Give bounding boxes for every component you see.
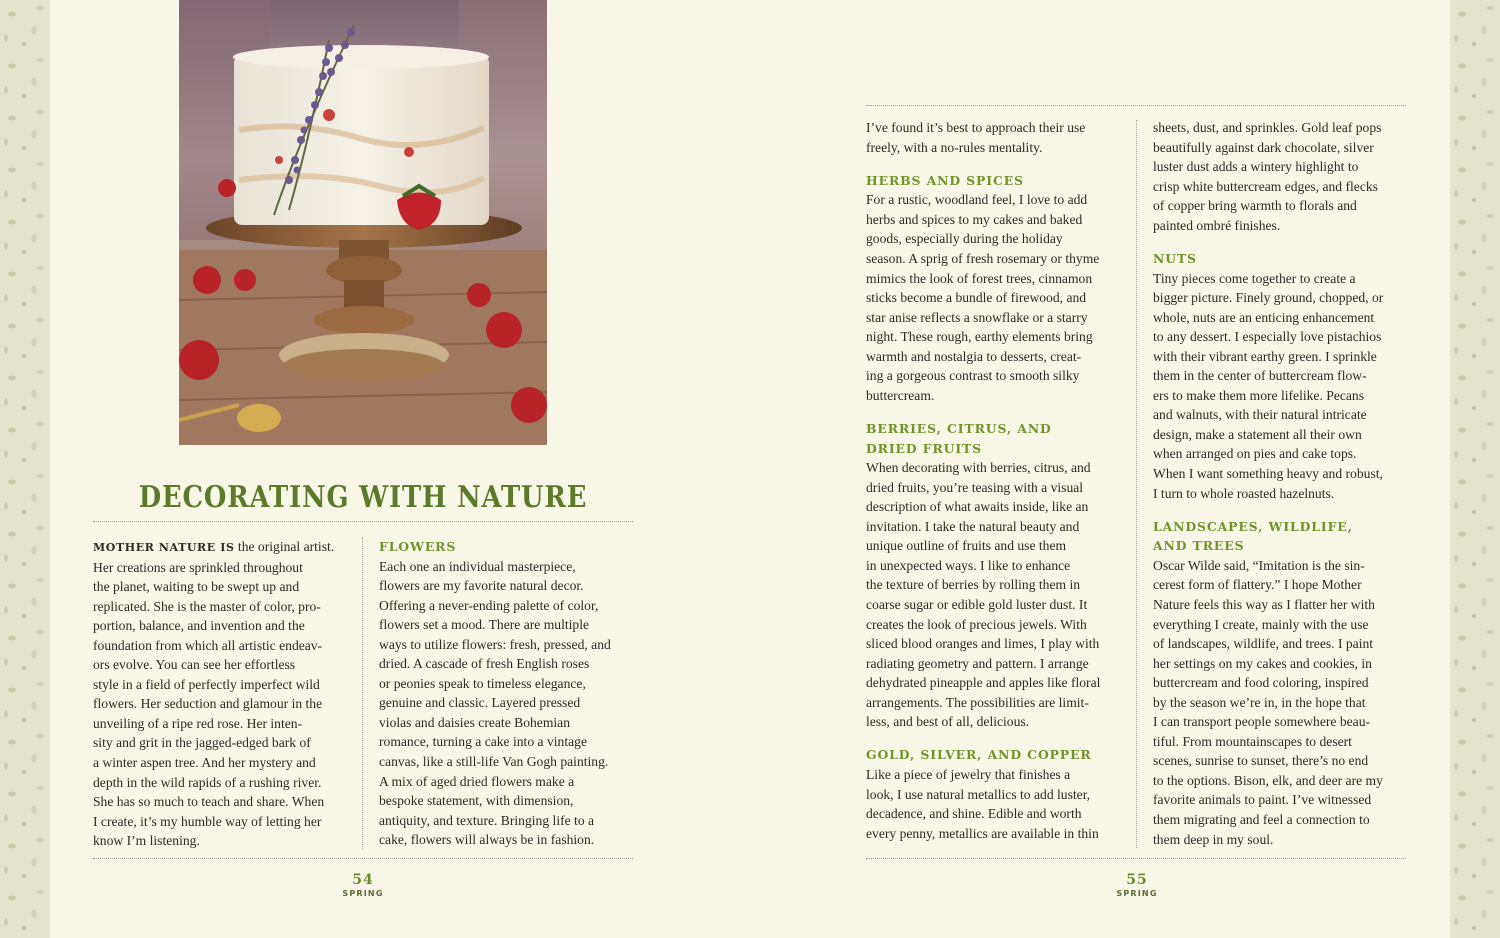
metals-line: Like a piece of jewelry that finishes a [866, 767, 1071, 783]
flowers-line: romance, turning a cake into a vintage [379, 734, 587, 750]
flowers-line: A mix of aged dried flowers make a [379, 773, 575, 789]
intro-line: unveiling of a ripe red rose. Her inten- [93, 715, 303, 731]
page-number: 55 [1126, 872, 1148, 888]
herbs-subheading: HERBS AND SPICES [866, 172, 1024, 188]
landscapes-line: her settings on my cakes and cookies, in [1153, 655, 1372, 671]
nuts-line: design, make a statement all their own [1153, 426, 1362, 442]
section-label: SPRING [1116, 889, 1158, 898]
landscapes-subheading: LANDSCAPES, WILDLIFE, [1153, 518, 1353, 534]
right-column-divider [1136, 120, 1137, 848]
right-top-rule [866, 105, 1406, 106]
intro-line: a winter aspen tree. And her mystery and [93, 755, 316, 771]
nuts-line: to any dessert. I especially love pistachios [1153, 329, 1382, 345]
chapter-heading: DECORATING WITH NATURE [138, 480, 588, 515]
landscapes-line: everything I create, mainly with the use [1153, 616, 1369, 632]
berries-line: arrangements. The possibilities are limit- [866, 694, 1089, 710]
flowers-line: Offering a never-ending palette of color, [379, 597, 599, 613]
landscapes-line: favorite animals to paint. I’ve witnessed [1153, 792, 1372, 808]
heading-rule [93, 521, 633, 522]
body-line: I’ve found it’s best to approach their use [866, 120, 1086, 135]
intro-line: the planet, waiting to be swept up and [93, 579, 300, 595]
nuts-subheading: NUTS [1153, 250, 1197, 266]
berries-line: radiating geometry and pattern. I arrange [866, 655, 1089, 671]
herbs-line: star anise reflects a snowflake or a starry [866, 309, 1088, 325]
berries-line: When decorating with berries, citrus, and [866, 460, 1091, 476]
intro-line: foundation from which all artistic endeav- [93, 637, 323, 653]
left-folio [323, 872, 403, 898]
flowers-line: violas and daisies create Bohemian [379, 714, 571, 730]
landscapes-line: cerest form of flattery.” I hope Mother [1153, 577, 1362, 593]
herbs-line: warmth and nostalgia to desserts, creat- [866, 348, 1082, 364]
herbs-line: herbs and spices to my cakes and baked [866, 211, 1083, 227]
metals-line: decadence, and shine. Edible and worth [866, 806, 1082, 822]
herbs-line: season. A sprig of fresh rosemary or thyme [866, 250, 1100, 266]
metals-line: of copper bring warmth to florals and [1153, 198, 1357, 214]
metals-line: look, I use natural metallics to add luster, [866, 786, 1091, 802]
herbs-line: mimics the look of forest trees, cinnamon [866, 270, 1093, 286]
berries-line: in unexpected ways. I like to enhance [866, 557, 1071, 573]
flowers-line: or peonies speak to timeless elegance, [379, 675, 586, 691]
intro-line: flowers. Her seduction and glamour in the [93, 696, 323, 712]
page-number: 54 [352, 872, 374, 888]
column-divider [362, 537, 363, 849]
metals-line: every penny, metallics are available in thin [866, 825, 1099, 841]
berries-line: description of what awaits inside, like an [866, 499, 1089, 515]
nuts-line: whole, nuts are an enticing enhancement [1153, 309, 1375, 325]
left-bottom-rule [93, 858, 633, 859]
flowers-line: flowers set a mood. There are multiple [379, 617, 590, 633]
intro-line: know I’m listening. [93, 833, 200, 849]
herbs-line: ing a gorgeous contrast to smooth silky [866, 368, 1080, 384]
berries-line: invitation. I take the natural beauty and [866, 518, 1080, 534]
nuts-line: when arranged on pies and cake tops. [1153, 446, 1357, 462]
intro-line: sity and grit in the jagged-edged bark of [93, 735, 311, 751]
nuts-line: and walnuts, with their natural intricate [1153, 407, 1367, 423]
metals-line: painted ombré finishes. [1153, 217, 1281, 233]
berries-line: dehydrated pineapple and apples like floral [866, 675, 1101, 691]
nuts-line: with their vibrant earthy green. I sprinkle [1153, 348, 1377, 364]
intro-line: style in a field of perfectly imperfect wild [93, 676, 320, 692]
right-column-1 [866, 118, 1128, 843]
herbs-line: goods, especially during the holiday [866, 231, 1063, 247]
intro-line: Her creations are sprinkled throughout [93, 559, 303, 575]
landscapes-line: them migrating and feel a connection to [1153, 811, 1370, 827]
intro-lead-in: MOTHER NATURE IS [93, 541, 235, 554]
herbs-line: For a rustic, woodland feel, I love to add [866, 192, 1088, 208]
nuts-line: I turn to whole roasted hazelnuts. [1153, 485, 1335, 501]
intro-line: She has so much to teach and share. When [93, 794, 325, 810]
body-line: freely, with a no-rules mentality. [866, 139, 1043, 155]
landscapes-line: I can transport people somewhere beau- [1153, 714, 1371, 730]
berries-subheading: BERRIES, CITRUS, AND [866, 421, 1052, 437]
floral-border-right [1450, 0, 1500, 938]
landscapes-line: Oscar Wilde said, “Imitation is the sin- [1153, 557, 1365, 573]
metals-line: sheets, dust, and sprinkles. Gold leaf pops [1153, 120, 1382, 135]
metals-line: luster dust adds a wintery highlight to [1153, 159, 1359, 175]
intro-line: ors evolve. You can see her effortless [93, 657, 296, 673]
intro-line: depth in the wild rapids of a rushing river. [93, 774, 322, 790]
nuts-line: bigger picture. Finely ground, chopped, or [1153, 290, 1384, 306]
cake-photo-illustration [179, 0, 547, 445]
right-bottom-rule [866, 858, 1406, 859]
landscapes-line: Nature feels this way as I flatter her with [1153, 596, 1375, 612]
landscapes-subheading-2: AND TREES [1153, 538, 1245, 554]
right-folio [1097, 872, 1177, 898]
nuts-line: ers to make them more lifelike. Pecans [1153, 387, 1365, 403]
metals-line: crisp white buttercream edges, and flecks [1153, 178, 1378, 194]
herbs-line: night. These rough, earthy elements bring [866, 329, 1093, 345]
flowers-subheading: FLOWERS [379, 539, 457, 554]
herbs-line: buttercream. [866, 387, 935, 403]
nuts-line: Tiny pieces come together to create a [1153, 270, 1356, 286]
berries-line: creates the look of precious jewels. With [866, 616, 1087, 632]
berries-line: the texture of berries by rolling them in [866, 577, 1081, 593]
berries-line: sliced blood oranges and limes, I play with [866, 636, 1100, 652]
intro-line: I create, it’s my humble way of letting her [93, 813, 322, 829]
landscapes-line: to the options. Bison, elk, and deer are my [1153, 772, 1383, 788]
flowers-line: antiquity, and texture. Bringing life to a [379, 812, 595, 828]
flowers-line: genuine and classic. Layered pressed [379, 695, 581, 711]
berries-line: dried fruits, you’re teasing with a visual [866, 479, 1084, 495]
flowers-column [379, 537, 637, 850]
floral-border-left [0, 0, 50, 938]
right-column-2 [1153, 118, 1415, 849]
berries-line: unique outline of fruits and use them [866, 538, 1067, 554]
metals-subheading: GOLD, SILVER, AND COPPER [866, 747, 1092, 763]
berries-line: less, and best of all, delicious. [866, 714, 1030, 730]
flowers-line: flowers are my favorite natural decor. [379, 578, 584, 594]
landscapes-line: buttercream and food coloring, inspired [1153, 675, 1369, 691]
metals-line: beautifully against dark chocolate, silver [1153, 139, 1374, 155]
nuts-line: When I want something heavy and robust, [1153, 465, 1383, 481]
flowers-line: cake, flowers will always be in fashion. [379, 832, 595, 848]
section-label: SPRING [342, 889, 384, 898]
flowers-line: bespoke statement, with dimension, [379, 793, 574, 809]
landscapes-line: by the season we’re in, in the hope that [1153, 694, 1366, 710]
landscapes-line: scenes, sunrise to sunset, there’s no end [1153, 753, 1369, 769]
intro-line: MOTHER NATURE IS the original artist. [93, 539, 335, 554]
herbs-line: sticks become a bundle of firewood, and [866, 290, 1087, 306]
flowers-line: ways to utilize flowers: fresh, pressed, and [379, 636, 611, 652]
flowers-line: canvas, like a still-life Van Gogh painting. [379, 754, 609, 770]
flowers-line: dried. A cascade of fresh English roses [379, 656, 590, 672]
flowers-line: Each one an individual masterpiece, [379, 558, 576, 574]
landscapes-line: them deep in my soul. [1153, 831, 1274, 847]
intro-line: portion, balance, and invention and the [93, 618, 305, 634]
landscapes-line: tiful. From mountainscapes to desert [1153, 733, 1352, 749]
landscapes-line: of landscapes, wildlife, and trees. I paint [1153, 636, 1374, 652]
nuts-line: them in the center of buttercream flow- [1153, 368, 1367, 384]
intro-line: replicated. She is the master of color, pro- [93, 598, 321, 614]
berries-line: coarse sugar or edible gold luster dust. It [866, 596, 1088, 612]
berries-subheading-2: DRIED FRUITS [866, 440, 983, 456]
cake-photo [179, 0, 547, 445]
intro-column [93, 537, 351, 851]
